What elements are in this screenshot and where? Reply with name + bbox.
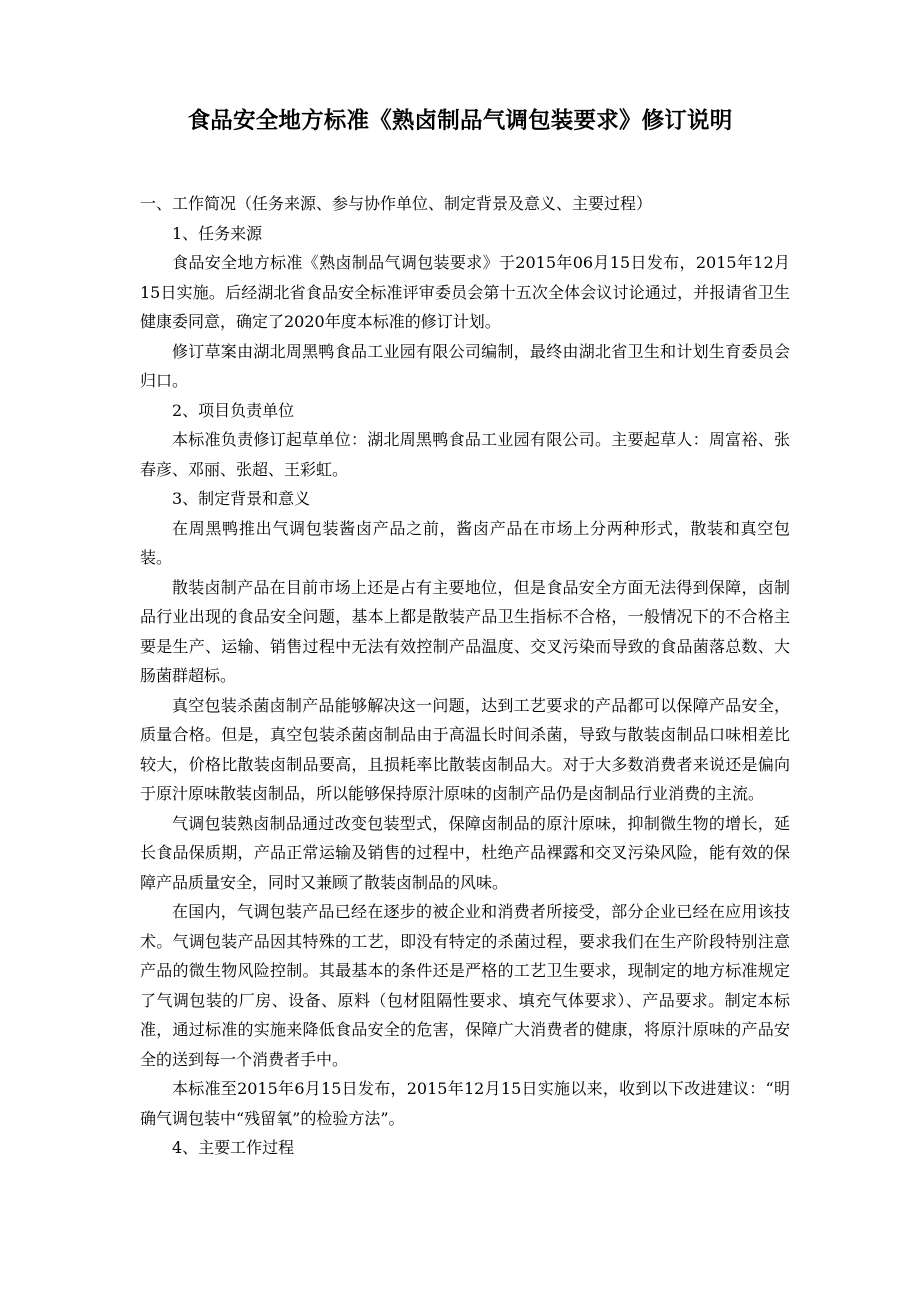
subsection-heading-background: 3、制定背景和意义: [172, 489, 311, 508]
document-title: 食品安全地方标准《熟卤制品气调包装要求》修订说明: [187, 108, 733, 134]
paragraph-domestic-status: 在国内，气调包装产品已经在逐步的被企业和消费者所接受，部分企业已经在应用该技术。气调包装产品因其特殊的工艺，即没有特定的杀菌过程，要求我们在生产阶段特别注意产品的微生物风险控制。其最基本的条件还是严格的工艺卫生要求，现制定的地方标准规定了气调包装的厂房、设备、原料（包材阻隔性要求、填充气体要求）、产品要求。制定本标准，通过标准的实施来降低食品安全的危害，保障广大消费者的健康，将原汁原味的产品安全的送到每一个消费者手中。: [140, 902, 790, 1069]
paragraph-bulk-products: 散装卤制产品在目前市场上还是占有主要地位，但是食品安全方面无法得到保障，卤制品行业出现的食品安全问题，基本上都是散装产品卫生指标不合格，一般情况下的不合格主要是生产、运输、销售过程中无法有效控制产品温度、交叉污染而导致的食品菌落总数、大肠菌群超标。: [140, 577, 790, 685]
paragraph-vacuum-products: 真空包装杀菌卤制产品能够解决这一问题，达到工艺要求的产品都可以保障产品安全，质量合格。但是，真空包装杀菌卤制品由于高温长时间杀菌，导致与散装卤制品口味相差比较大，价格比散装卤制品要高，且损耗率比散装卤制品大。对于大多数消费者来说还是偏向于原汁原味散装卤制品，所以能够保持原汁原味的卤制产品仍是卤制品行业消费的主流。: [140, 695, 790, 803]
paragraph-map-products: 气调包装熟卤制品通过改变包装型式，保障卤制品的原汁原味，抑制微生物的增长，延长食品保质期，产品正常运输及销售的过程中，杜绝产品裸露和交叉污染风险，能有效的保障产品质量安全，同时又兼顾了散装卤制品的风味。: [140, 813, 790, 892]
document-body: [140, 189, 790, 1163]
section-heading-work-overview: 一、工作简况（任务来源、参与协作单位、制定背景及意义、主要过程）: [140, 194, 653, 213]
paragraph-improvement-suggestion: 本标准至2015年6月15日发布，2015年12月15日实施以来，收到以下改进建议：“明确气调包装中“残留氧”的检验方法”。: [140, 1079, 790, 1128]
subsection-heading-work-process: 4、主要工作过程: [172, 1138, 295, 1157]
subsection-heading-task-source: 1、任务来源: [172, 223, 263, 243]
paragraph-draft-compilation: 修订草案由湖北周黑鸭食品工业园有限公司编制，最终由湖北省卫生和计划生育委员会归口。: [140, 341, 790, 390]
subsection-heading-responsible-unit: 2、项目负责单位: [172, 400, 295, 420]
paragraph-background-intro: 在周黑鸭推出气调包装酱卤产品之前，酱卤产品在市场上分两种形式，散装和真空包装。: [140, 518, 790, 567]
paragraph-task-source: 食品安全地方标准《熟卤制品气调包装要求》于2015年06月15日发布，2015年12月15日实施。后经湖北省食品安全标准评审委员会第十五次全体会议讨论通过，并报请省卫生健康委同意，确定了2020年度本标准的修订计划。: [140, 253, 790, 331]
paragraph-responsible-unit: 本标准负责修订起草单位：湖北周黑鸭食品工业园有限公司。主要起草人：周富裕、张春彦、邓丽、张超、王彩虹。: [140, 430, 790, 479]
